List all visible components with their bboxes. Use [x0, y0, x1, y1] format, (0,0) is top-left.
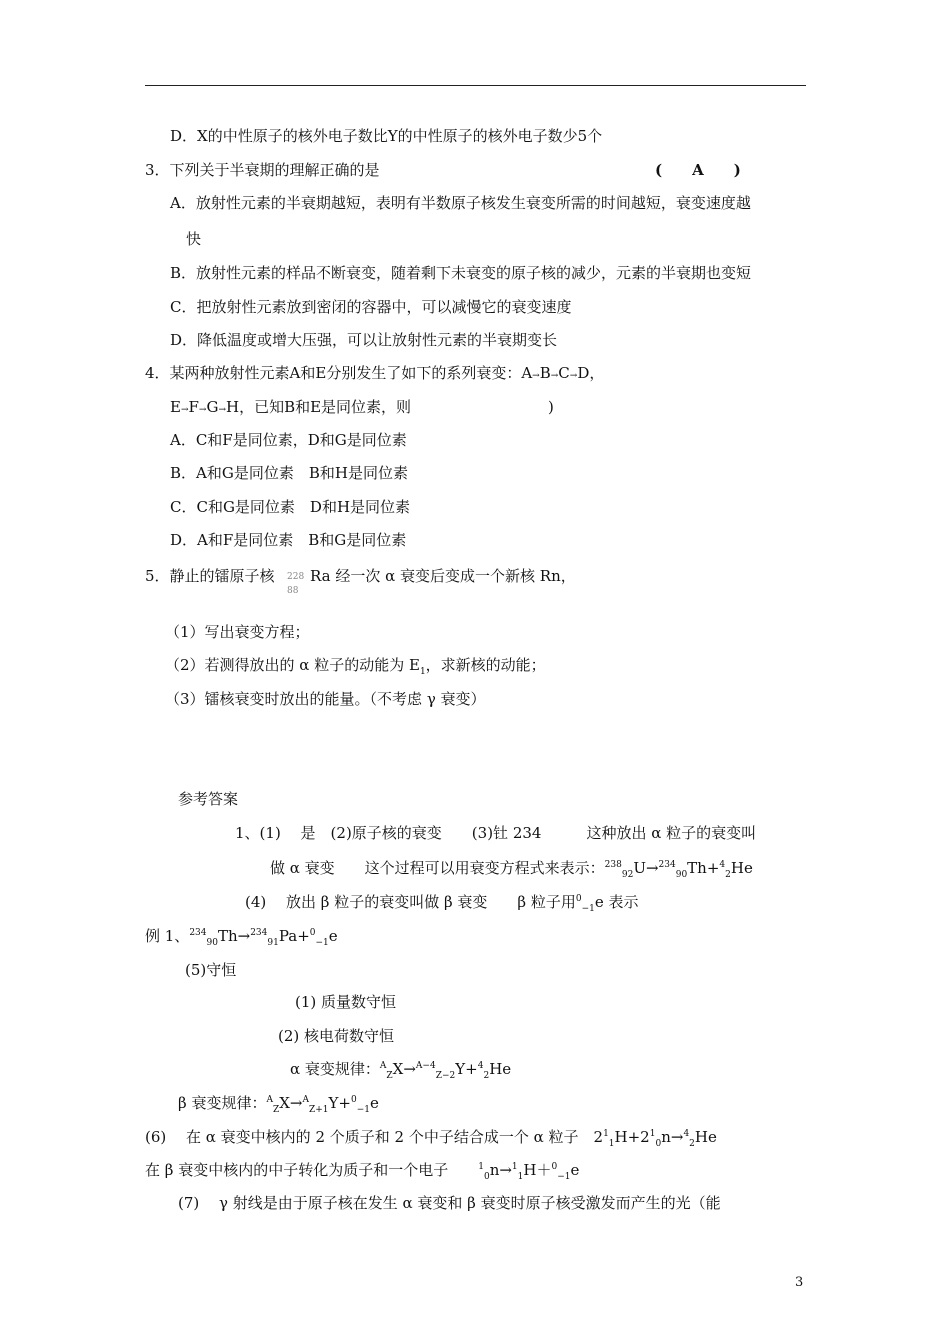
eq-e: e — [370, 1094, 379, 1112]
eq-he: He — [489, 1060, 512, 1078]
q4-chain2-g: G — [206, 398, 219, 416]
eq-u: U→ — [633, 859, 659, 877]
q5-part-2-text: （2）若测得放出的 α 粒子的动能为 E — [165, 656, 420, 674]
eq-th: Th+ — [687, 859, 720, 877]
eq-pa: Pa+ — [278, 927, 310, 945]
q3-stem: 3．下列关于半衰期的理解正确的是 — [145, 161, 380, 179]
q5-part-3: （3）镭核衰变时放出的能量。（不考虑 γ 衰变） — [165, 690, 486, 708]
q4-option-c: C．C和G是同位素 D和H是同位素 — [170, 498, 411, 516]
arrow-icon: → — [198, 405, 207, 415]
q4-option-d: D．A和F是同位素 B和G是同位素 — [170, 531, 407, 549]
answer-line-10: (6) 在 α 衰变中核内的 2 个质子和 2 个中子结合成一个 α 粒子 $2^1_1H+2^1_0n\to^4_2He$ — [145, 1128, 717, 1149]
q3-option-b: B．放射性元素的样品不断衰变，随着剩下未衰变的原子核的减少，元素的半衰期也变短 — [170, 264, 752, 282]
answers-title: 参考答案 — [178, 790, 239, 808]
q5-stem-rest: Ra 经一次 α 衰变后变成一个新核 Rn， — [310, 567, 576, 585]
q4-chain1-c: C — [558, 364, 570, 382]
q5-part-2 — [165, 655, 546, 678]
answer-line-12: (7) γ 射线是由于原子核在发生 α 衰变和 β 衰变时原子核受激发而产生的光（能 — [178, 1194, 721, 1212]
eq-h: H＋ — [523, 1161, 552, 1179]
answer-line-11: 在 β 衰变中核内的中子转化为质子和一个电子 $^1_0$n→$^1_1$H＋$^0_{-1}$e — [145, 1161, 580, 1182]
q4-stem-text: 4．某两种放射性元素A和E分别发生了如下的系列衰变：A — [145, 364, 533, 382]
q2-option-d: D．X的中性原子的核外电子数比Y的中性原子的核外电子数少5个 — [170, 127, 603, 145]
eq-x: X→ — [392, 1060, 416, 1078]
q5-mass-number: 228 — [287, 572, 305, 582]
answer-line-1: 1、(1) 是 (2)原子核的衰变 (3)钍 234 这种放出 α 粒子的衰变叫 — [235, 824, 757, 842]
q4-option-a: A．C和F是同位素，D和G是同位素 — [170, 431, 407, 449]
answer-line-6: (1) 质量数守恒 — [295, 993, 397, 1011]
page-number: 3 — [795, 1275, 804, 1290]
q4-chain2-h: H，已知B和E是同位素，则 — [226, 398, 412, 416]
arrow-icon: → — [569, 371, 578, 381]
q3-option-a-cont: 快 — [186, 230, 202, 248]
answer-line-3-text: (4) 放出 β 粒子的衰变叫做 β 衰变 β 粒子用 — [245, 893, 576, 911]
answer-line-7: (2) 核电荷数守恒 — [278, 1027, 395, 1045]
beta-rule-label: β 衰变规律： — [178, 1094, 267, 1112]
q4-stem — [145, 363, 604, 386]
eq-he: He — [730, 859, 753, 877]
arrow-icon: → — [218, 405, 226, 415]
alpha-rule-label: α 衰变规律： — [290, 1060, 380, 1078]
q5-charge-number: 88 — [287, 586, 299, 596]
arrow-icon: → — [532, 371, 540, 381]
answer-line-10-text: (6) 在 α 衰变中核内的 2 个质子和 2 个中子结合成一个 α 粒子 2 — [145, 1128, 604, 1146]
q4-chain2 — [170, 397, 411, 420]
q3-answer: ( A ) — [655, 161, 741, 179]
q5-stem: 5．静止的镭原子核 — [145, 567, 275, 585]
q4-option-b: B．A和G是同位素 B和H是同位素 — [170, 464, 408, 482]
eq-y: Y+ — [455, 1060, 478, 1078]
eq-e: e — [328, 927, 338, 945]
answer-line-2-text: 做 α 衰变 这个过程可以用衰变方程式来表示： — [270, 859, 605, 877]
answer-line-4: 例 1、$^{234}_{90}$Th→$^{234}_{91}$Pa+$^0_{-1}$e — [145, 927, 338, 948]
arrow-icon: → — [180, 405, 189, 415]
q5-part-2-sub: 1 — [419, 667, 426, 677]
q3-option-c: C．把放射性元素放到密闭的容器中，可以减慢它的衰变速度 — [170, 298, 572, 316]
answer-line-2: 做 α 衰变 这个过程可以用衰变方程式来表示：$^{238}_{92}$U→$^{234}_{90}$Th+$^4_2$He — [270, 859, 753, 880]
eq-h: H+2 — [614, 1128, 650, 1146]
eq-x: X→ — [279, 1094, 303, 1112]
q4-chain1-d: D， — [577, 364, 605, 382]
answer-line-5: (5)守恒 — [185, 961, 237, 979]
q4-paren: ) — [548, 398, 554, 416]
eq-th: Th→ — [217, 927, 251, 945]
answer-line-11-text: 在 β 衰变中核内的中子转化为质子和一个电子 — [145, 1161, 479, 1179]
q5-part-2-end: ，求新核的动能； — [425, 656, 546, 674]
answer-line-9: β 衰变规律：$^A_Z$X→$^A_{Z+1}$Y+$^0_{-1}$e — [178, 1094, 379, 1115]
eq-y: Y+ — [328, 1094, 351, 1112]
q4-chain2-f: F — [188, 398, 199, 416]
arrow-icon: → — [550, 371, 559, 381]
header-rule — [145, 85, 806, 86]
q5-part-1: （1）写出衰变方程； — [165, 623, 310, 641]
eq-e: e — [570, 1161, 580, 1179]
answer-line-3-e: e 表示 — [594, 893, 639, 911]
q4-chain2-e: E — [170, 398, 181, 416]
eq-n: n→ — [489, 1161, 512, 1179]
q3-option-d: D．降低温度或增大压强，可以让放射性元素的半衰期变长 — [170, 331, 558, 349]
example-1-label: 例 1、 — [145, 927, 190, 945]
eq-n: n→ — [661, 1128, 684, 1146]
eq-he: He — [694, 1128, 717, 1146]
answer-line-3: (4) 放出 β 粒子的衰变叫做 β 衰变 β 粒子用$^0_{-1}$e 表示 — [245, 893, 639, 914]
q3-option-a: A．放射性元素的半衰期越短，表明有半数原子核发生衰变所需的时间越短，衰变速度越 — [170, 194, 751, 212]
answer-line-8: α 衰变规律：$^A_Z$X→$^{A-4}_{Z-2}$Y+$^4_2$He — [290, 1060, 512, 1081]
q4-chain1-b: B — [539, 364, 551, 382]
